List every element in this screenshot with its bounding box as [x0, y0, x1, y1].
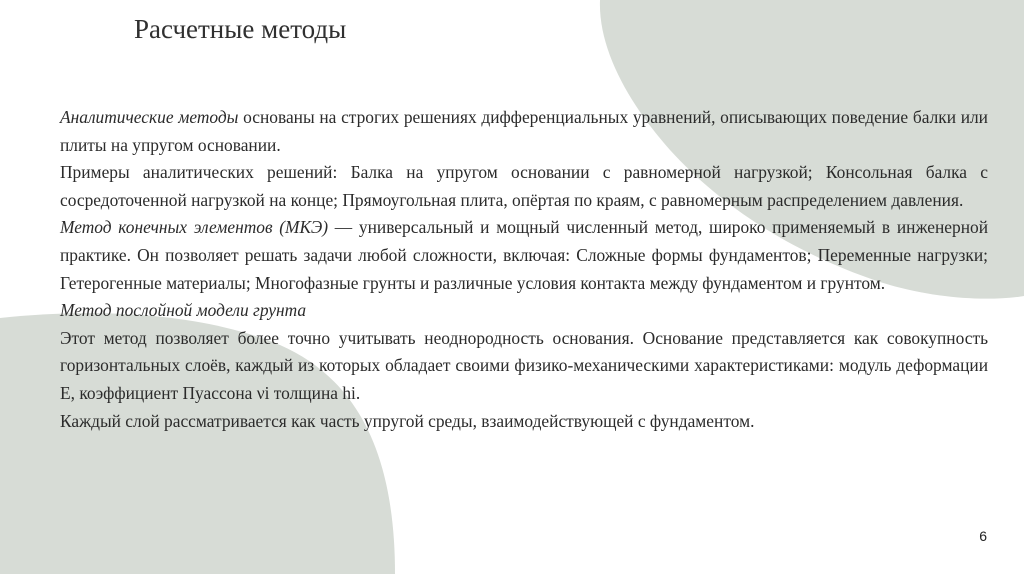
paragraph-layered-model: Этот метод позволяет более точно учитывать неоднородность основания. Основание представляется как совокупность горизонтальных слоёв, каждый из которых обладает своими физико-механическими характеристиками: модуль деформации E, коэффициент Пуассона νi толщина hi.: [60, 327, 988, 403]
slide-body: [60, 104, 988, 435]
slide-title: Расчетные методы: [134, 14, 347, 44]
fem-term: Метод конечных элементов (МКЭ): [60, 217, 329, 238]
paragraph-analytical-methods: [60, 104, 988, 159]
paragraph-fem: [60, 214, 988, 297]
analytical-methods-text: основаны на строгих решениях дифференциальных уравнений, описывающих поведение балки или плиты на упругом основании.: [60, 107, 988, 155]
analytical-methods-term: Аналитические методы: [60, 107, 239, 127]
paragraph-analytical-examples: Примеры аналитических решений: Балка на упругом основании с равномерной нагрузкой; Консольная балка с сосредоточенной нагрузкой на конце; Прямоугольная плита, опёртая по краям, с равномерным распределением давления.: [60, 162, 988, 210]
paragraph-layer-elastic: Каждый слой рассматривается как часть упругой среды, взаимодействующей с фундаментом.: [60, 410, 755, 431]
page-number: 6: [979, 528, 987, 544]
fem-text: — универсальный и мощный численный метод, широко применяемый в инженерной практике. Он позволяет решать задачи любой сложности, включая: Сложные формы фундаментов; Переменные нагрузки; Гетерогенные материалы; Многофазные грунты и различные условия контакта между фундаментом и грунтом.: [60, 217, 989, 293]
layered-model-heading: Метод послойной модели грунта: [60, 300, 307, 321]
